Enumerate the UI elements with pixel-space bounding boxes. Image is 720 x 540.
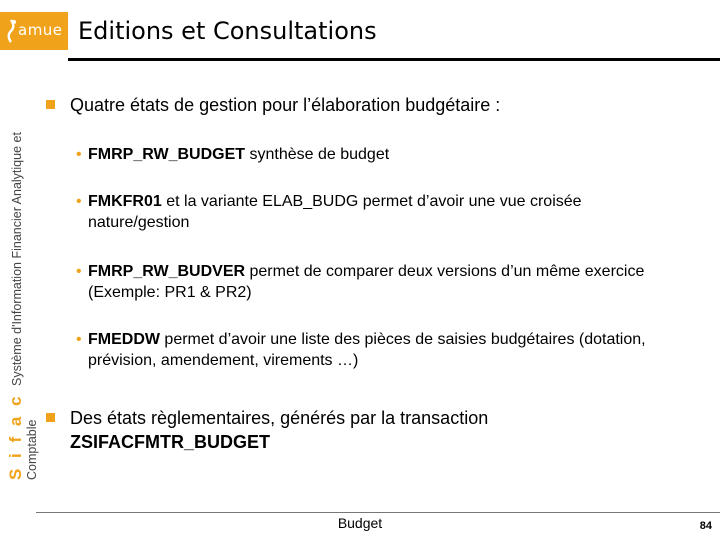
dot-bullet-icon: • [76,146,82,163]
dot-bullet-icon: • [76,263,82,280]
dot-bullet-icon: • [76,331,82,348]
list-item-text: synthèse de budget [245,146,390,163]
transaction-name: ZSIFACFMTR_BUDGET [70,432,270,452]
side-subtitle-line2: Comptable [25,419,39,480]
sifac-brand: S i f a c [6,393,25,480]
list-item-level2 [76,329,668,371]
transaction-code: FMKFR01 [88,193,162,210]
square-bullet-icon [46,413,55,422]
page-title: Editions et Consultations [78,17,377,45]
list-item-level1 [70,93,500,117]
list-item-text: et la variante ELAB_BUDG permet d’avoir une vue croisée nature/gestion [88,193,582,231]
list-item-level2 [76,191,668,233]
list-item-level1 [70,406,488,454]
page-number: 84 [699,520,712,532]
side-banner [2,70,52,480]
amue-logo-icon [4,18,18,44]
transaction-code: FMEDDW [88,331,160,348]
list-item-level2 [76,261,668,303]
dot-bullet-icon: • [76,193,82,210]
footer-label: Budget [337,515,383,531]
list-item-text: permet de comparer deux versions d’un même exercice (Exemple: PR1 & PR2) [88,263,645,301]
header-divider [68,58,720,61]
list-item-level2 [76,144,668,165]
list-item-text: Quatre états de gestion pour l’élaboration budgétaire : [70,95,501,115]
transaction-code: FMRP_RW_BUDGET [88,146,246,163]
list-item-text: permet d’avoir une liste des pièces de saisies budgétaires (dotation, prévision, amendement, virements …) [88,331,646,369]
amue-logo [0,12,68,50]
logo-text: amue [18,21,63,39]
square-bullet-icon [46,100,55,109]
transaction-code: FMRP_RW_BUDVER [88,263,246,280]
side-subtitle-line1: Système d'Information Financier Analytique et [10,132,24,386]
footer-divider [36,512,720,513]
list-item-text: Des états règlementaires, générés par la transaction [70,408,489,428]
